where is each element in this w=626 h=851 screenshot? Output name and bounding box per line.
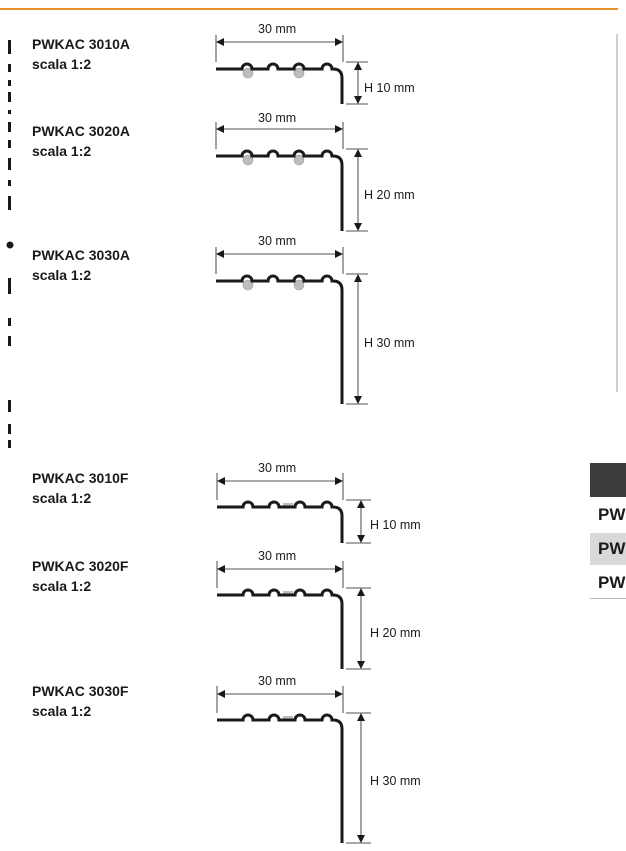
- height-dimension-4: H 10 mm: [370, 518, 421, 532]
- profile-code: PWKAC 3020F: [32, 558, 129, 574]
- height-dimension-6: H 30 mm: [370, 774, 421, 788]
- profile-drawing-1: [216, 35, 368, 104]
- width-dimension-3: 30 mm: [258, 234, 297, 248]
- height-dimension-1: H 10 mm: [364, 81, 415, 95]
- profile-scale: scala 1:2: [32, 578, 92, 594]
- side-table-row-1: PW: [598, 505, 626, 524]
- height-dimension-5: H 20 mm: [370, 626, 421, 640]
- side-table-header: [590, 463, 626, 497]
- profile-scale: scala 1:2: [32, 267, 92, 283]
- profile-drawing-5: [217, 561, 371, 669]
- profile-code: PWKAC 3030A: [32, 247, 131, 263]
- profile-code: PWKAC 3020A: [32, 123, 131, 139]
- side-image-edge: [616, 34, 618, 392]
- profile-scale: scala 1:2: [32, 703, 92, 719]
- profile-drawing-2: [216, 122, 368, 231]
- width-dimension-5: 30 mm: [258, 549, 297, 563]
- side-table-row-3: PW: [590, 567, 626, 599]
- profile-scale: scala 1:2: [32, 56, 92, 72]
- height-dimension-3: H 30 mm: [364, 336, 415, 350]
- profile-drawing-4: [217, 473, 371, 543]
- profile-drawing-3: [216, 247, 368, 404]
- side-table-row-2: PW: [590, 533, 626, 565]
- profile-code: PWKAC 3010F: [32, 470, 129, 486]
- profile-drawing-6: [217, 686, 371, 843]
- width-dimension-2: 30 mm: [258, 111, 297, 125]
- profile-scale: scala 1:2: [32, 143, 92, 159]
- profile-code: PWKAC 3030F: [32, 683, 129, 699]
- width-dimension-6: 30 mm: [258, 674, 297, 688]
- profile-code: PWKAC 3010A: [32, 36, 131, 52]
- width-dimension-4: 30 mm: [258, 461, 297, 475]
- height-dimension-2: H 20 mm: [364, 188, 415, 202]
- profile-scale: scala 1:2: [32, 490, 92, 506]
- width-dimension-1: 30 mm: [258, 22, 297, 36]
